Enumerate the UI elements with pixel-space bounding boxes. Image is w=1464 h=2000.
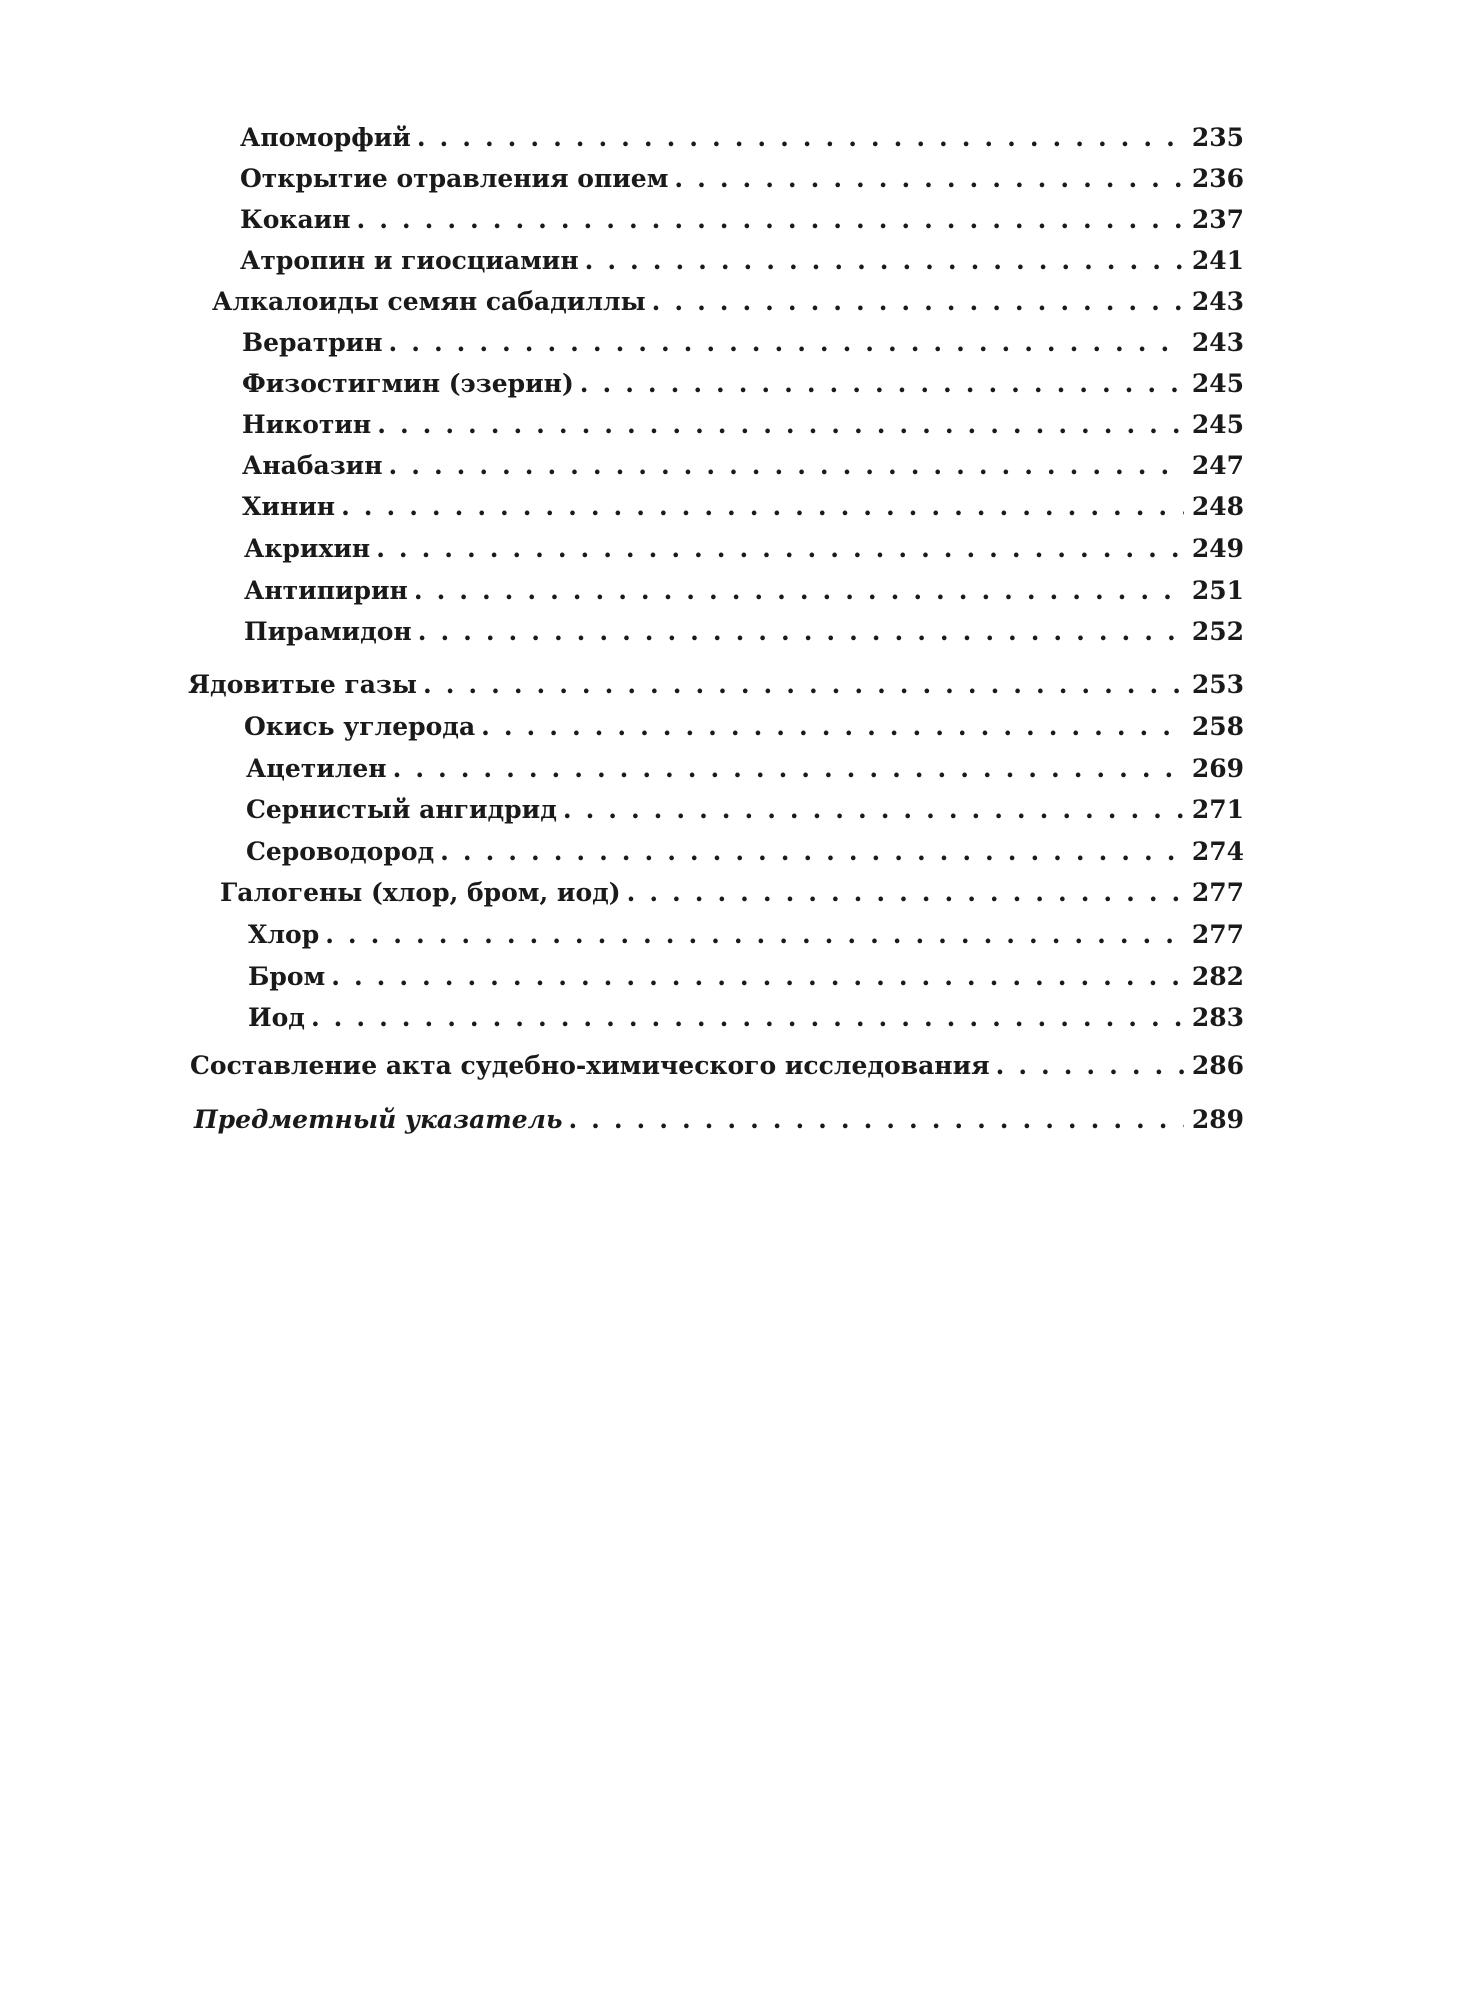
toc-entry-label: Никотин bbox=[242, 410, 372, 439]
toc-entry-label: Апоморфий bbox=[240, 123, 411, 152]
toc-entry-label: Сернистый ангидрид bbox=[246, 795, 557, 824]
toc-entry-label: Физостигмин (эзерин) bbox=[242, 369, 574, 398]
toc-entry-page: 249 bbox=[1191, 534, 1244, 563]
toc-entry-page: 241 bbox=[1191, 246, 1244, 275]
toc-entry-page: 236 bbox=[1191, 164, 1244, 193]
toc-entry-page: 237 bbox=[1191, 205, 1244, 234]
toc-entry-label: Открытие отравления опием bbox=[240, 164, 669, 193]
toc-leader bbox=[389, 450, 1184, 482]
toc-entry[interactable] bbox=[240, 163, 1244, 195]
toc-entry-page: 247 bbox=[1191, 451, 1244, 480]
toc-entry-page: 271 bbox=[1191, 795, 1244, 824]
toc-leader bbox=[563, 794, 1184, 826]
toc-entry[interactable] bbox=[242, 327, 1244, 359]
toc-entry-page: 243 bbox=[1191, 328, 1244, 357]
toc-entry[interactable] bbox=[212, 286, 1244, 318]
toc-leader bbox=[389, 327, 1184, 359]
toc-leader bbox=[341, 491, 1184, 523]
toc-entry-label: Хинин bbox=[242, 492, 336, 521]
toc-entry-label: Антипирин bbox=[244, 576, 408, 605]
toc-entry-label: Сероводород bbox=[246, 837, 435, 866]
toc-entry[interactable] bbox=[246, 753, 1244, 785]
toc-section-heading[interactable] bbox=[190, 1050, 1244, 1082]
toc-entry-page: 269 bbox=[1191, 754, 1244, 783]
toc-entry-page: 243 bbox=[1191, 287, 1244, 316]
toc-entry[interactable] bbox=[244, 711, 1244, 743]
toc-entry[interactable] bbox=[242, 450, 1244, 482]
toc-entry-label: Составление акта судебно-химического исследования bbox=[190, 1051, 990, 1080]
toc-leader bbox=[627, 877, 1184, 909]
toc-entry-page: 274 bbox=[1191, 837, 1244, 866]
toc-entry-label: Окись углерода bbox=[244, 712, 476, 741]
toc-entry[interactable] bbox=[240, 122, 1244, 154]
toc-entry[interactable] bbox=[240, 245, 1244, 277]
toc-entry[interactable] bbox=[244, 616, 1244, 648]
toc-entry[interactable] bbox=[246, 836, 1244, 868]
toc-leader bbox=[376, 533, 1184, 565]
toc-entry[interactable] bbox=[242, 409, 1244, 441]
toc-entry[interactable] bbox=[244, 575, 1244, 607]
toc-leader bbox=[674, 163, 1183, 195]
toc-entry-label: Акрихин bbox=[244, 534, 371, 563]
toc-entry-label: Иод bbox=[248, 1003, 305, 1032]
toc-entry-label: Ацетилен bbox=[246, 754, 387, 783]
toc-entry-page: 277 bbox=[1191, 878, 1244, 907]
toc-entry-page: 252 bbox=[1191, 617, 1244, 646]
toc-leader bbox=[652, 286, 1184, 318]
toc-leader bbox=[996, 1050, 1184, 1082]
toc-leader bbox=[585, 245, 1184, 277]
toc-leader bbox=[418, 616, 1184, 648]
toc-entry[interactable] bbox=[246, 794, 1244, 826]
toc-entry[interactable] bbox=[220, 877, 1244, 909]
toc-leader bbox=[377, 409, 1184, 441]
toc-leader bbox=[568, 1104, 1183, 1136]
toc-entry-label: Бром bbox=[248, 962, 326, 991]
toc-entry-label: Атропин и гиосциамин bbox=[240, 246, 579, 275]
toc-entry-page: 235 bbox=[1191, 123, 1244, 152]
toc-entry-page: 289 bbox=[1191, 1105, 1244, 1134]
toc-entry-label: Хлор bbox=[248, 920, 320, 949]
toc-entry-page: 286 bbox=[1191, 1051, 1244, 1080]
toc-entry-page: 251 bbox=[1191, 576, 1244, 605]
toc-entry[interactable] bbox=[248, 961, 1244, 993]
toc-leader bbox=[393, 753, 1184, 785]
toc-entry-label: Кокаин bbox=[240, 205, 351, 234]
toc-entry-label: Алкалоиды семян сабадиллы bbox=[212, 287, 646, 316]
toc-entry-page: 245 bbox=[1191, 410, 1244, 439]
toc-index-entry[interactable] bbox=[194, 1104, 1244, 1136]
toc-leader bbox=[311, 1002, 1184, 1034]
toc-section-heading[interactable] bbox=[188, 669, 1244, 701]
toc-entry-page: 283 bbox=[1191, 1003, 1244, 1032]
toc-entry-label: Галогены (хлор, бром, иод) bbox=[220, 878, 621, 907]
toc-leader bbox=[481, 711, 1184, 743]
toc-entry-page: 282 bbox=[1191, 962, 1244, 991]
toc-entry[interactable] bbox=[248, 1002, 1244, 1034]
toc-entry[interactable] bbox=[242, 368, 1244, 400]
toc-entry-page: 277 bbox=[1191, 920, 1244, 949]
toc-entry-page: 245 bbox=[1191, 369, 1244, 398]
toc-entry-page: 248 bbox=[1191, 492, 1244, 521]
toc-entry-label: Пирамидон bbox=[244, 617, 412, 646]
toc-entry[interactable] bbox=[240, 204, 1244, 236]
toc-entry-label: Вератрин bbox=[242, 328, 383, 357]
toc-leader bbox=[423, 669, 1184, 701]
toc-entry-label: Предметный указатель bbox=[194, 1105, 563, 1134]
toc-leader bbox=[414, 575, 1184, 607]
toc-leader bbox=[357, 204, 1184, 236]
toc-leader bbox=[440, 836, 1184, 868]
toc-leader bbox=[331, 961, 1184, 993]
toc-entry[interactable] bbox=[244, 533, 1244, 565]
toc-entry-label: Анабазин bbox=[242, 451, 383, 480]
toc-entry[interactable] bbox=[248, 919, 1244, 951]
toc-entry-label: Ядовитые газы bbox=[188, 670, 417, 699]
toc-leader bbox=[580, 368, 1184, 400]
toc-entry-page: 258 bbox=[1191, 712, 1244, 741]
toc-entry-page: 253 bbox=[1191, 670, 1244, 699]
toc-entry[interactable] bbox=[242, 491, 1244, 523]
toc-leader bbox=[325, 919, 1184, 951]
toc-leader bbox=[417, 122, 1184, 154]
